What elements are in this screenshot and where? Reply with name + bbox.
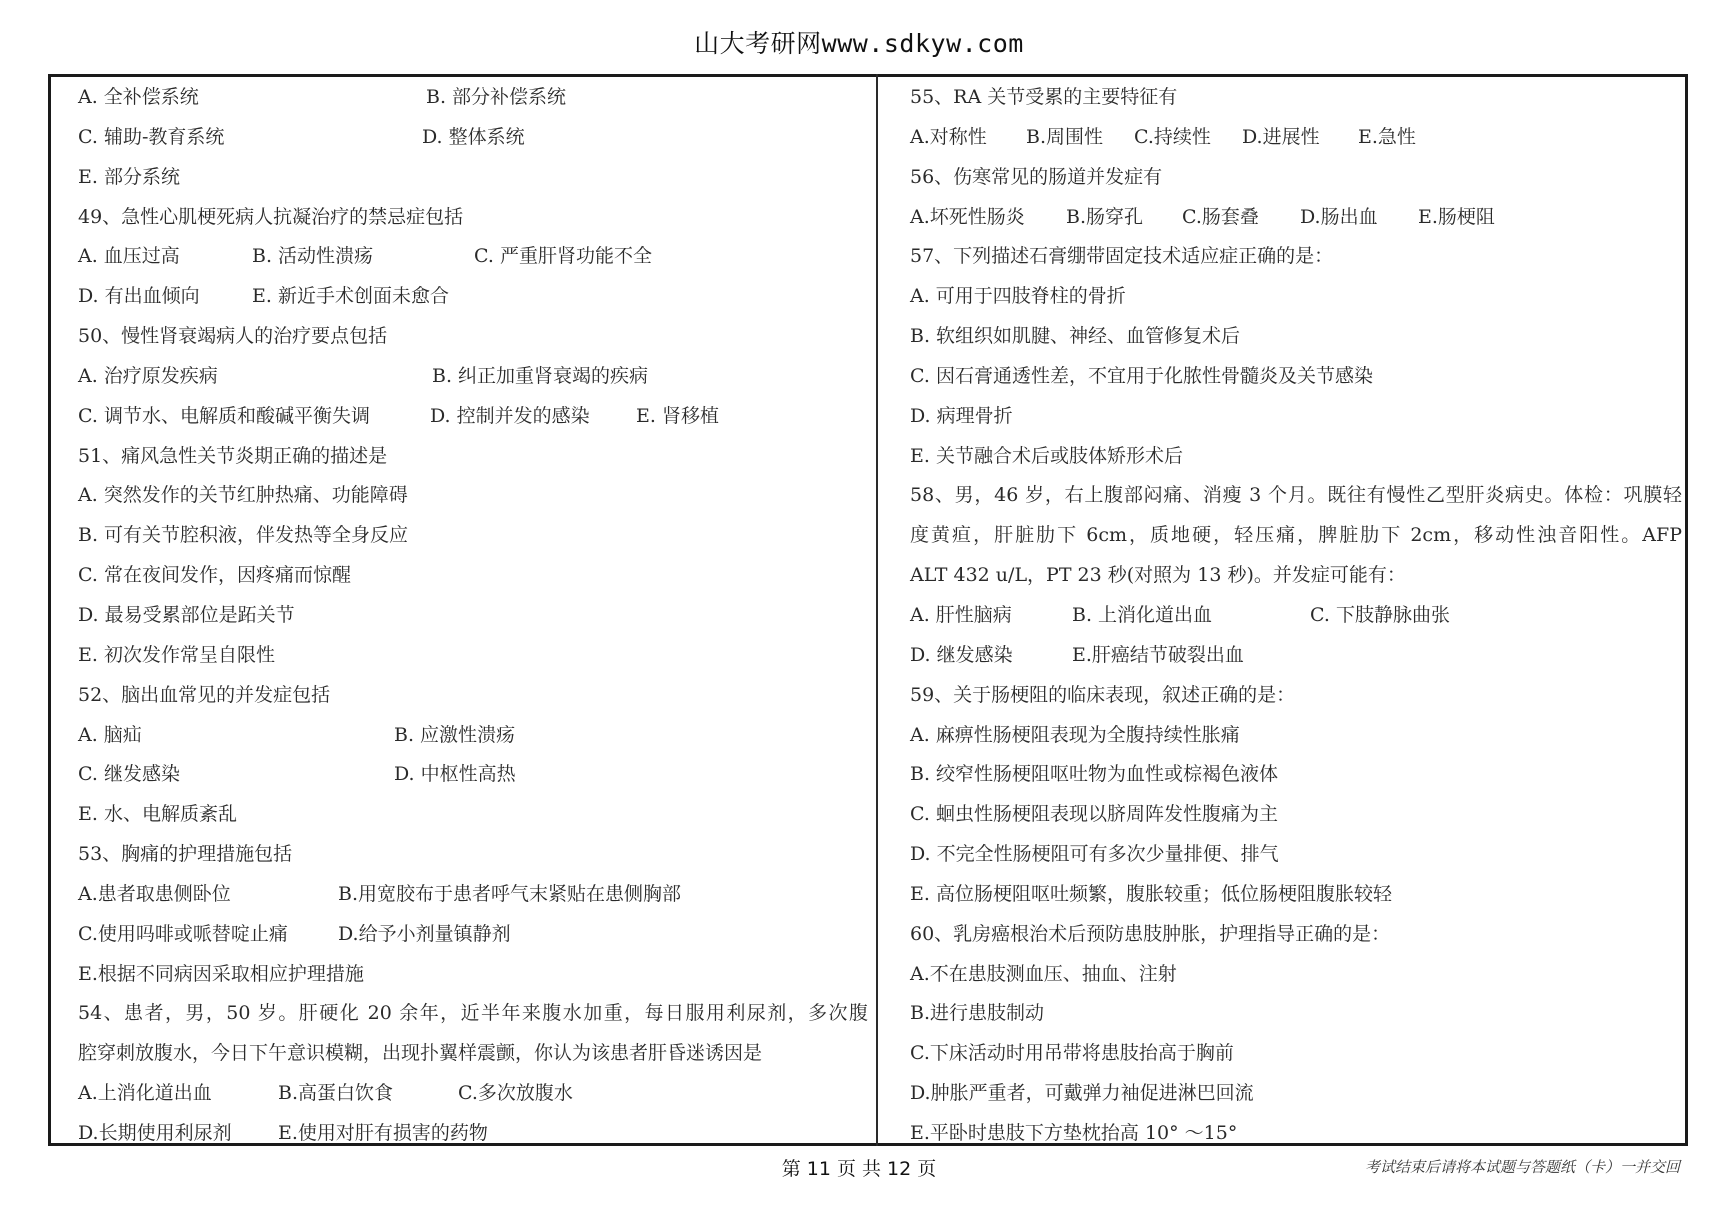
option: E.使用对肝有损害的药物	[278, 1121, 488, 1144]
option: B. 纠正加重肾衰竭的疾病	[432, 364, 649, 387]
option: A.患者取患侧卧位	[78, 882, 231, 905]
option: D. 中枢性高热	[394, 763, 516, 786]
column-divider	[876, 74, 878, 1146]
option: C. 因石膏通透性差，不宜用于化脓性骨髓炎及关节感染	[910, 364, 1373, 387]
option: E.平卧时患肢下方垫枕抬高 10° ～15°	[910, 1121, 1238, 1144]
option-row	[78, 237, 868, 277]
option: E.根据不同病因采取相应护理措施	[78, 962, 364, 985]
option: C. 下肢静脉曲张	[1310, 603, 1450, 626]
option-row	[78, 1074, 868, 1114]
option: E. 部分系统	[78, 165, 180, 188]
question-55: 55、RA 关节受累的主要特征有	[910, 86, 1178, 108]
option-row	[78, 78, 868, 118]
option: D. 控制并发的感染	[430, 404, 590, 427]
option: D. 最易受累部位是跖关节	[78, 603, 295, 626]
option-row	[78, 277, 868, 317]
option: A. 脑疝	[78, 723, 142, 746]
option: C. 继发感染	[78, 763, 180, 786]
option-row	[78, 716, 868, 756]
question-58-cont: 度黄疸，肝脏肋下 6cm，质地硬，轻压痛，脾脏肋下 2cm，移动性浊音阳性。AFP	[910, 524, 1682, 547]
option: C. 常在夜间发作，因疼痛而惊醒	[78, 564, 351, 587]
option-row	[78, 397, 868, 437]
option: D. 病理骨折	[910, 404, 1013, 427]
option: C.持续性	[1134, 125, 1211, 148]
question-60: 60、乳房癌根治术后预防患肢肿胀，护理指导正确的是：	[910, 922, 1391, 945]
option: C. 辅助-教育系统	[78, 125, 225, 148]
option: D.肿胀严重者，可戴弹力袖促进淋巴回流	[910, 1082, 1254, 1105]
option-row	[78, 357, 868, 397]
question-49: 49、急性心肌梗死病人抗凝治疗的禁忌症包括	[78, 205, 464, 228]
question-58: 58、男，46 岁，右上腹部闷痛、消瘦 3 个月。既往有慢性乙型肝炎病史。体检：巩膜轻	[910, 484, 1682, 507]
option: B. 活动性溃疡	[252, 245, 374, 268]
option: D.肠出血	[1300, 205, 1378, 228]
question-57: 57、下列描述石膏绷带固定技术适应症正确的是：	[910, 245, 1334, 268]
option: E. 关节融合术后或肢体矫形术后	[910, 444, 1183, 467]
option: C.下床活动时用吊带将患肢抬高于胸前	[910, 1042, 1234, 1065]
option: A. 突然发作的关节红肿热痛、功能障碍	[78, 484, 408, 507]
option: B.高蛋白饮食	[278, 1082, 394, 1105]
option: D. 继发感染	[910, 643, 1013, 666]
page-number: 第 11 页 共 12 页	[781, 1158, 937, 1180]
option: D. 有出血倾向	[78, 285, 200, 308]
question-58-cont: ALT 432 u/L，PT 23 秒(对照为 13 秒)。并发症可能有：	[910, 564, 1406, 587]
option: B. 绞窄性肠梗阻呕吐物为血性或棕褐色液体	[910, 763, 1279, 786]
option-row	[78, 915, 868, 955]
question-53: 53、胸痛的护理措施包括	[78, 843, 293, 866]
question-50: 50、慢性肾衰竭病人的治疗要点包括	[78, 325, 388, 348]
option: E.肠梗阻	[1418, 205, 1495, 228]
option: B.用宽胶布于患者呼气末紧贴在患侧胸部	[338, 882, 682, 905]
option-row	[910, 198, 1682, 238]
question-54: 54、患者，男，50 岁。肝硬化 20 余年，近半年来腹水加重，每日服用利尿剂，多次腹	[78, 1002, 868, 1025]
option-row	[78, 1114, 868, 1154]
option-row	[910, 596, 1682, 636]
option: A.不在患肢测血压、抽血、注射	[910, 962, 1177, 985]
option-row	[78, 158, 868, 198]
option: C. 蛔虫性肠梗阻表现以脐周阵发性腹痛为主	[910, 803, 1278, 826]
option: B. 应激性溃疡	[394, 723, 516, 746]
option: A. 治疗原发疾病	[78, 364, 218, 387]
option: B. 可有关节腔积液，伴发热等全身反应	[78, 524, 409, 547]
option: B.进行患肢制动	[910, 1002, 1045, 1025]
option: D. 不完全性肠梗阻可有多次少量排便、排气	[910, 843, 1279, 866]
option: D. 整体系统	[422, 125, 525, 148]
question-54-cont: 腔穿刺放腹水，今日下午意识模糊，出现扑翼样震颤，你认为该患者肝昏迷诱因是	[78, 1042, 763, 1065]
option: E. 高位肠梗阻呕吐频繁，腹胀较重；低位肠梗阻腹胀较轻	[910, 882, 1392, 905]
question-51: 51、痛风急性关节炎期正确的描述是	[78, 444, 388, 467]
option: E. 肾移植	[636, 404, 719, 427]
option: A. 全补偿系统	[78, 86, 199, 108]
option: C.使用吗啡或哌替啶止痛	[78, 922, 288, 945]
footer-note: 考试结束后请将本试题与答题纸（卡）一并交回	[1364, 1158, 1680, 1176]
question-59: 59、关于肠梗阻的临床表现，叙述正确的是：	[910, 683, 1296, 706]
site-header: 山大考研网www.sdkyw.com	[694, 29, 1024, 58]
option: A.坏死性肠炎	[910, 205, 1025, 228]
option: A. 肝性脑病	[910, 603, 1012, 626]
option-row	[78, 955, 868, 995]
left-column	[78, 78, 868, 1154]
right-column	[910, 78, 1682, 1154]
option: C.多次放腹水	[458, 1082, 573, 1105]
question-52: 52、脑出血常见的并发症包括	[78, 683, 331, 706]
option-row	[910, 636, 1682, 676]
option: A. 血压过高	[78, 245, 180, 268]
option: B. 上消化道出血	[1072, 603, 1213, 626]
question-56: 56、伤寒常见的肠道并发症有	[910, 165, 1163, 188]
option: E.肝癌结节破裂出血	[1072, 643, 1244, 666]
option: D.进展性	[1242, 125, 1320, 148]
option: C.肠套叠	[1182, 205, 1259, 228]
option: D.给予小剂量镇静剂	[338, 922, 511, 945]
option: A.上消化道出血	[78, 1082, 212, 1105]
option: B.肠穿孔	[1066, 205, 1144, 228]
option: A. 可用于四肢脊柱的骨折	[910, 285, 1126, 308]
option: B.周围性	[1026, 125, 1104, 148]
option: E.急性	[1358, 125, 1416, 148]
option: A.对称性	[910, 125, 987, 148]
option-row	[78, 755, 868, 795]
option-row	[910, 118, 1682, 158]
option: B. 部分补偿系统	[426, 86, 567, 108]
option: E. 新近手术创面未愈合	[252, 285, 449, 308]
option-row	[78, 795, 868, 835]
option: E. 初次发作常呈自限性	[78, 643, 275, 666]
option: E. 水、电解质紊乱	[78, 803, 237, 826]
option: B. 软组织如肌腱、神经、血管修复术后	[910, 325, 1241, 348]
option: C. 调节水、电解质和酸碱平衡失调	[78, 404, 370, 427]
option: D.长期使用利尿剂	[78, 1121, 232, 1144]
option: A. 麻痹性肠梗阻表现为全腹持续性胀痛	[910, 723, 1240, 746]
option-row	[78, 118, 868, 158]
option: C. 严重肝肾功能不全	[474, 245, 652, 268]
option-row	[78, 875, 868, 915]
